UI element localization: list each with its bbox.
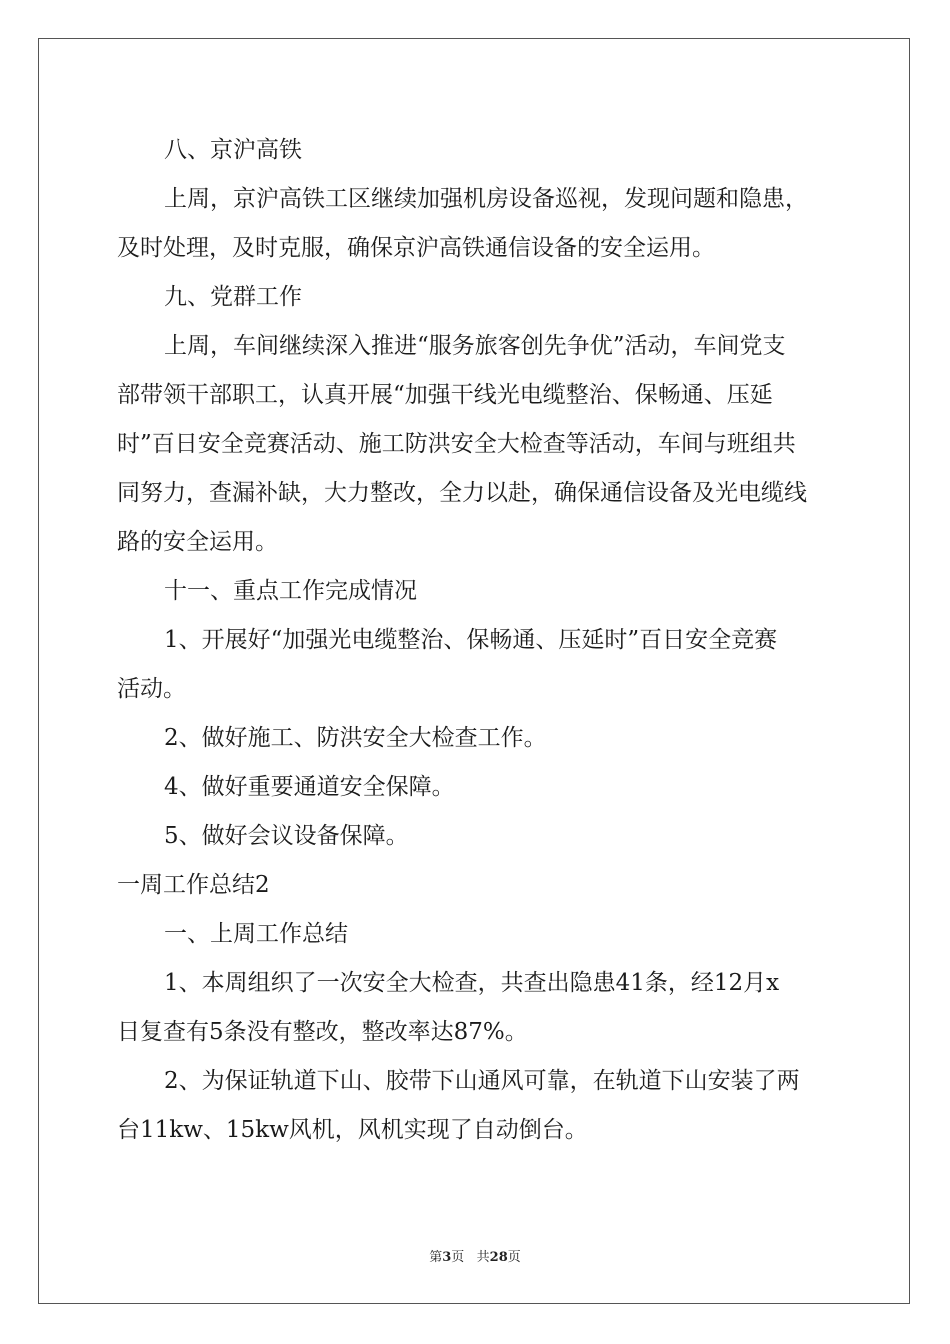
text-line: 1、本周组织了一次安全大检查，共查出隐患41条，经12月x (164, 970, 780, 996)
footer-suffix: 页 (507, 1250, 521, 1265)
paragraph (117, 175, 832, 273)
text-line: 台11kw、15kw风机，风机实现了自动倒台。 (117, 1117, 588, 1143)
text-line: 一、上周工作总结 (164, 921, 348, 947)
text-line: 上周，车间继续深入推进“服务旅客创先争优”活动，车间党支 (164, 333, 786, 359)
text-line: 日复查有5条没有整改，整改率达87%。 (117, 1019, 528, 1045)
paragraph (117, 322, 832, 567)
paragraph (117, 616, 832, 714)
text-line: 及时处理，及时克服，确保京沪高铁通信设备的安全运用。 (117, 235, 715, 261)
paragraph (117, 273, 832, 322)
text-line: 十一、重点工作完成情况 (164, 578, 417, 604)
text-line: 2、为保证轨道下山、胶带下山通风可靠，在轨道下山安装了两 (164, 1068, 800, 1094)
text-line: 上周，京沪高铁工区继续加强机房设备巡视，发现问题和隐患， (164, 186, 808, 212)
paragraph (117, 959, 832, 1057)
paragraph (117, 567, 832, 616)
footer-total-pages: 28 (489, 1250, 508, 1265)
footer-mid: 页 共 (451, 1250, 490, 1265)
footer-page-number: 3 (442, 1250, 452, 1265)
paragraph (117, 812, 832, 861)
text-line: 九、党群工作 (164, 284, 302, 310)
paragraph (117, 126, 832, 175)
paragraph (117, 861, 832, 910)
text-line: 路的安全运用。 (117, 529, 278, 555)
text-line: 同努力，查漏补缺，大力整改，全力以赴，确保通信设备及光电缆线 (117, 480, 807, 506)
paragraph (117, 714, 832, 763)
text-line: 时”百日安全竞赛活动、施工防洪安全大检查等活动，车间与班组共 (117, 431, 796, 457)
text-line: 八、京沪高铁 (164, 137, 302, 163)
footer-prefix: 第 (429, 1250, 443, 1265)
text-line: 4、做好重要通道安全保障。 (164, 774, 455, 800)
text-line: 部带领干部职工，认真开展“加强干线光电缆整治、保畅通、压延 (117, 382, 773, 408)
text-line: 活动。 (117, 676, 186, 702)
text-line: 2、做好施工、防洪安全大检查工作。 (164, 725, 547, 751)
paragraph (117, 910, 832, 959)
text-line: 1、开展好“加强光电缆整治、保畅通、压延时”百日安全竞赛 (164, 627, 778, 653)
paragraph (117, 763, 832, 812)
page-footer (0, 1246, 950, 1265)
text-line: 5、做好会议设备保障。 (164, 823, 409, 849)
paragraph (117, 1057, 832, 1155)
document-body (117, 126, 832, 1155)
text-line: 一周工作总结2 (117, 872, 270, 898)
